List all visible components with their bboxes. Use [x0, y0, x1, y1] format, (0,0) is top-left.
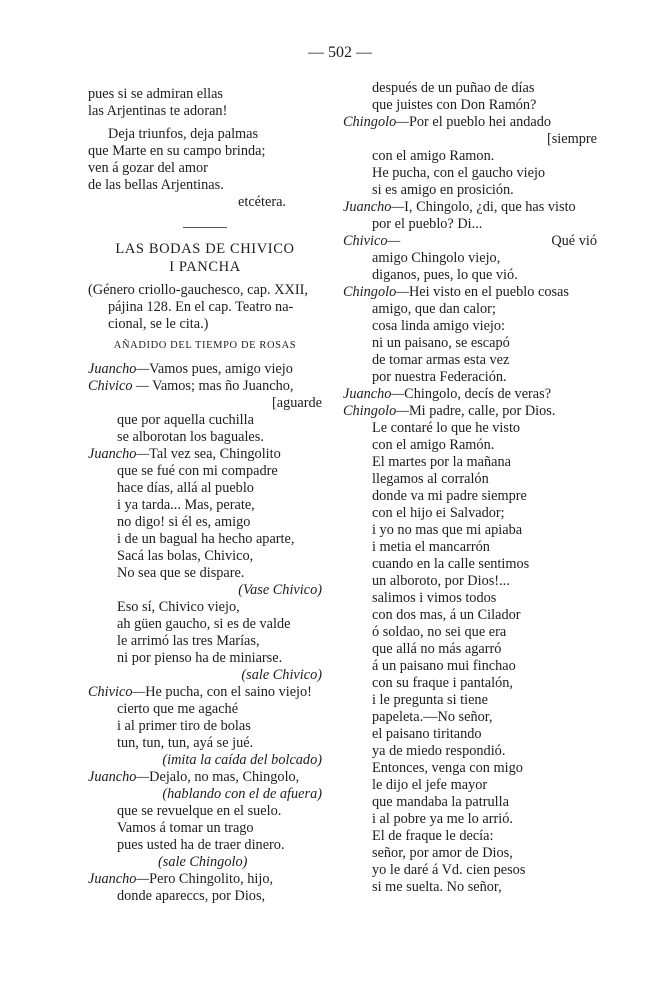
verse-line: salimos i vimos todos: [372, 590, 497, 606]
verse-line: que se revuelque en el suelo.: [117, 803, 282, 819]
editorial-note: pájina 128. En el cap. Teatro na-: [108, 299, 294, 315]
verse-line: Deja triunfos, deja palmas: [108, 126, 259, 142]
section-title: LAS BODAS DE CHIVICO: [115, 241, 295, 257]
verse-line: por nuestra Federación.: [372, 369, 507, 385]
dialogue-text: Por el pueblo hei andado: [408, 114, 552, 130]
dialogue-line: [343, 403, 597, 420]
section-title: I PANCHA: [169, 259, 241, 275]
dialogue-text: Dejalo, no mas, Chingolo,: [149, 769, 300, 785]
dialogue-text: Chingolo, decís de veras?: [404, 386, 552, 402]
speaker-name: Juancho—: [88, 769, 150, 785]
verse-line: i yo no mas que mi apiaba: [372, 522, 523, 538]
dialogue-line: [88, 684, 322, 701]
speaker-name: Chivico —: [88, 378, 149, 394]
verse-line: papeleta.—No señor,: [372, 709, 493, 725]
verse-continuation: [aguarde: [271, 395, 322, 411]
dialogue-text: Mi padre, calle, por Dios.: [408, 403, 556, 419]
speaker-name: Juancho—: [343, 199, 405, 215]
verse-line: cierto que me agaché: [117, 701, 239, 717]
verse-line: ven á gozar del amor: [88, 160, 208, 176]
dialogue-text: Pero Chingolito, hijo,: [149, 871, 274, 887]
stage-direction: (hablando con el de afuera): [162, 786, 322, 802]
verse-line: que Marte en su campo brinda;: [88, 143, 266, 159]
editorial-note: (Género criollo-gauchesco, cap. XXII,: [88, 282, 308, 298]
section-divider: [183, 227, 227, 228]
dialogue-line: [88, 361, 322, 378]
speaker-name: Juancho—: [88, 446, 150, 462]
speaker-name: Juancho—: [88, 361, 150, 377]
verse-line: si me suelta. No señor,: [372, 879, 502, 895]
stage-direction: (imita la caída del bolcado): [162, 752, 322, 768]
verse-line: de tomar armas esta vez: [372, 352, 510, 368]
dialogue-line: [343, 386, 597, 403]
dialogue-text: Hei visto en el pueblo cosas: [408, 284, 569, 300]
verse-line: tun, tun, tun, ayá se jué.: [117, 735, 254, 751]
verse-line: He pucha, con el gaucho viejo: [372, 165, 546, 181]
editorial-note: cional, se le cita.): [108, 316, 209, 332]
dialogue-text: Tal vez sea, Chingolito: [149, 446, 281, 462]
stage-direction: (sale Chivico): [241, 667, 322, 683]
verse-line: ó soldao, no sei que era: [372, 624, 507, 640]
verse-line: ah güen gaucho, si es de valde: [117, 616, 291, 632]
verse-line: hace días, allá al pueblo: [117, 480, 254, 496]
verse-line: no digo! si él es, amigo: [117, 514, 251, 530]
dialogue-text: He pucha, con el saino viejo!: [145, 684, 312, 700]
verse-line: con su fraque i pantalón,: [372, 675, 513, 691]
verse-line: amigo Chingolo viejo,: [372, 250, 501, 266]
stage-direction: (Vase Chivico): [238, 582, 322, 598]
verse-line: con el hijo ei Salvador;: [372, 505, 505, 521]
verse-line: donde apareccs, por Dios,: [117, 888, 266, 904]
verse-line: cosa linda amigo viejo:: [372, 318, 506, 334]
verse-line: i de un bagual ha hecho aparte,: [117, 531, 295, 547]
subtitle: AÑADIDO DEL TIEMPO DE ROSAS: [113, 340, 297, 351]
verse-line: ya de miedo respondió.: [372, 743, 506, 759]
verse-line: Le contaré lo que he visto: [372, 420, 521, 436]
verse-line: amigo, que dan calor;: [372, 301, 496, 317]
verse-line: No sea que se dispare.: [117, 565, 245, 581]
verse-line: etcétera.: [238, 194, 287, 210]
speaker-name: Chivico—: [343, 233, 401, 249]
dialogue-text: Qué vió: [551, 233, 597, 249]
verse-line: diganos, pues, lo que vió.: [372, 267, 518, 283]
verse-line: ni un paisano, se escapó: [372, 335, 510, 351]
verse-line: donde va mi padre siempre: [372, 488, 527, 504]
speaker-name: Chivico—: [88, 684, 146, 700]
verse-line: El martes por la mañana: [372, 454, 511, 470]
verse-line: que mandaba la patrulla: [372, 794, 509, 810]
speaker-name: Juancho—: [88, 871, 150, 887]
verse-line: con el amigo Ramon.: [372, 148, 495, 164]
stage-direction: (sale Chingolo): [158, 854, 248, 870]
verse-line: cuando en la calle sentimos: [372, 556, 530, 572]
dialogue-text: Vamos; mas ño Juancho,: [148, 378, 294, 394]
verse-line: Eso sí, Chivico viejo,: [117, 599, 240, 615]
verse-line: pues si se admiran ellas: [88, 86, 223, 102]
verse-line: después de un puñao de días: [372, 80, 535, 96]
verse-line: las Arjentinas te adoran!: [88, 103, 228, 119]
verse-line: se alborotan los baguales.: [117, 429, 264, 445]
verse-line: ni por pienso ha de miniarse.: [117, 650, 283, 666]
verse-line: si es amigo en prosición.: [372, 182, 514, 198]
dialogue-text: Vamos pues, amigo viejo: [149, 361, 293, 377]
dialogue-line: [343, 233, 597, 250]
speaker-name: Juancho—: [343, 386, 405, 402]
dialogue-line: [88, 378, 322, 395]
verse-line: á un paisano mui finchao: [372, 658, 516, 674]
verse-line: que allá no más agarró: [372, 641, 502, 657]
dialogue-line: [88, 446, 322, 463]
verse-line: yo le daré á Vd. cien pesos: [372, 862, 526, 878]
verse-line: con dos mas, á un Cilador: [372, 607, 521, 623]
verse-line: por el pueblo? Di...: [372, 216, 483, 232]
verse-line: Entonces, venga con migo: [372, 760, 523, 776]
verse-line: llegamos al corralón: [372, 471, 489, 487]
verse-line: le dijo el jefe mayor: [372, 777, 488, 793]
verse-line: que por aquella cuchilla: [117, 412, 254, 428]
right-column: [343, 80, 597, 896]
verse-line: pues usted ha de traer dinero.: [117, 837, 285, 853]
dialogue-line: [343, 284, 597, 301]
verse-line: i al primer tiro de bolas: [117, 718, 251, 734]
page-number: — 502 —: [308, 44, 372, 61]
dialogue-line: [343, 114, 597, 131]
speaker-name: Chingolo—: [343, 403, 409, 419]
verse-line: i metia el mancarrón: [372, 539, 490, 555]
verse-continuation: [siempre: [546, 131, 597, 147]
verse-line: le arrimó las tres Marías,: [117, 633, 260, 649]
speaker-name: Chingolo—: [343, 114, 409, 130]
verse-line: señor, por amor de Dios,: [372, 845, 513, 861]
left-column: [88, 86, 322, 905]
verse-line: de las bellas Arjentinas.: [88, 177, 224, 193]
verse-line: i ya tarda... Mas, perate,: [117, 497, 255, 513]
dialogue-text: I, Chingolo, ¿di, que has visto: [404, 199, 576, 215]
verse-line: con el amigo Ramón.: [372, 437, 495, 453]
verse-line: Vamos á tomar un trago: [117, 820, 254, 836]
verse-line: el paisano tiritando: [372, 726, 482, 742]
verse-line: i le pregunta si tiene: [372, 692, 488, 708]
verse-line: un alboroto, por Dios!...: [372, 573, 510, 589]
dialogue-line: [343, 199, 597, 216]
verse-line: El de fraque le decía:: [372, 828, 494, 844]
verse-line: i al pobre ya me lo arrió.: [372, 811, 513, 827]
verse-line: que juistes con Don Ramón?: [372, 97, 537, 113]
verse-line: Sacá las bolas, Chivico,: [117, 548, 254, 564]
verse-line: que se fué con mi compadre: [117, 463, 278, 479]
dialogue-line: [88, 769, 322, 786]
speaker-name: Chingolo—: [343, 284, 409, 300]
dialogue-line: [88, 871, 322, 888]
